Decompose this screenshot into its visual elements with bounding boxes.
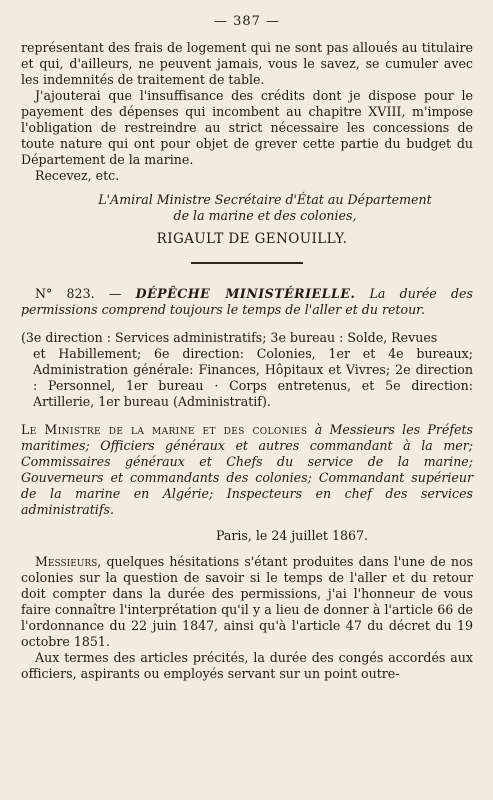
paragraph-credits: J'ajouterai que l'insuffisance des crédits dont je dispose pour le payement des dépenses qui incombent au chapitre XVIII, m'impose l'obligation de restreindre au strict nécessaire les concessions de toute nature qui ont pour objet de grever cette partie du budget du Département de la marine.	[21, 88, 473, 167]
signature-name: RIGAULT DE GENOUILLY.	[156, 231, 348, 247]
dispatch-subject: La durée des permissions comprend toujours le temps de l'aller et du retour.	[21, 286, 473, 317]
directions-block	[21, 330, 473, 410]
dispatch-title	[21, 286, 473, 318]
dateline: Paris, le 24 juillet 1867.	[215, 528, 369, 543]
directions-first-line: (3e direction : Services administratifs; 3e bureau : Solde, Revues	[21, 330, 438, 345]
signature-title-line-1: L'Amiral Ministre Secrétaire d'État au Département	[98, 192, 432, 207]
dispatch-dash: —	[94, 286, 136, 301]
dispatch-heading: DÉPÊCHE MINISTÉRIELLE.	[135, 286, 356, 301]
continuation-text: représentant des frais de logement qui ne sont pas alloués au titulaire et qui, d'ailleurs, ne peuvent jamais, vous le savez, se cumuler avec les indemnités de traitement de table.	[21, 40, 473, 87]
page-number: — 387 —	[213, 14, 281, 29]
body-paragraph-1-text: quelques hésitations s'étant produites dans l'une de nos colonies sur la question de savoir si le temps de l'aller et du retour doit compter dans la durée des permissions, j'ai l'honneur de vous faire connaître l'interprétation qu'il y a lieu de donner à l'article 66 de l'ordonnance du 22 juin 1847, ainsi qu'à l'article 47 du décret du 19 octobre 1851.	[21, 554, 473, 649]
body-paragraph-2: Aux termes des articles précités, la durée des congés accordés aux officiers, aspirants ou employés servant sur un point outre-	[21, 650, 473, 681]
signature-title-line-2: de la marine et des colonies,	[173, 208, 357, 223]
directions-rest: et Habillement; 6e direction: Colonies, 1er et 4e bureaux; Administration générale: Finances, Hôpitaux et Vivres; 2e direction : Personnel, 1er bureau · Corps entretenus, et 5e direction: Artillerie, 1er bureau (Administratif).	[33, 346, 473, 409]
salutation: Messieurs,	[35, 554, 102, 569]
closing-formula: Recevez, etc.	[35, 168, 120, 183]
dispatch-number: N° 823.	[35, 286, 95, 301]
body-paragraph-1	[21, 554, 473, 650]
addressees-from: Le Ministre de la marine et des colonies	[21, 422, 308, 437]
addressees-block	[21, 422, 473, 518]
section-divider	[191, 262, 303, 264]
addressees-to: à Messieurs les Préfets maritimes; Officiers généraux et autres commandant à la mer; Commissaires généraux et Chefs du service de la marine; Gouverneurs et commandants des colonies; Commandant supérieur de la marine en Algérie; Inspecteurs en chef des services administratifs.	[21, 422, 473, 517]
